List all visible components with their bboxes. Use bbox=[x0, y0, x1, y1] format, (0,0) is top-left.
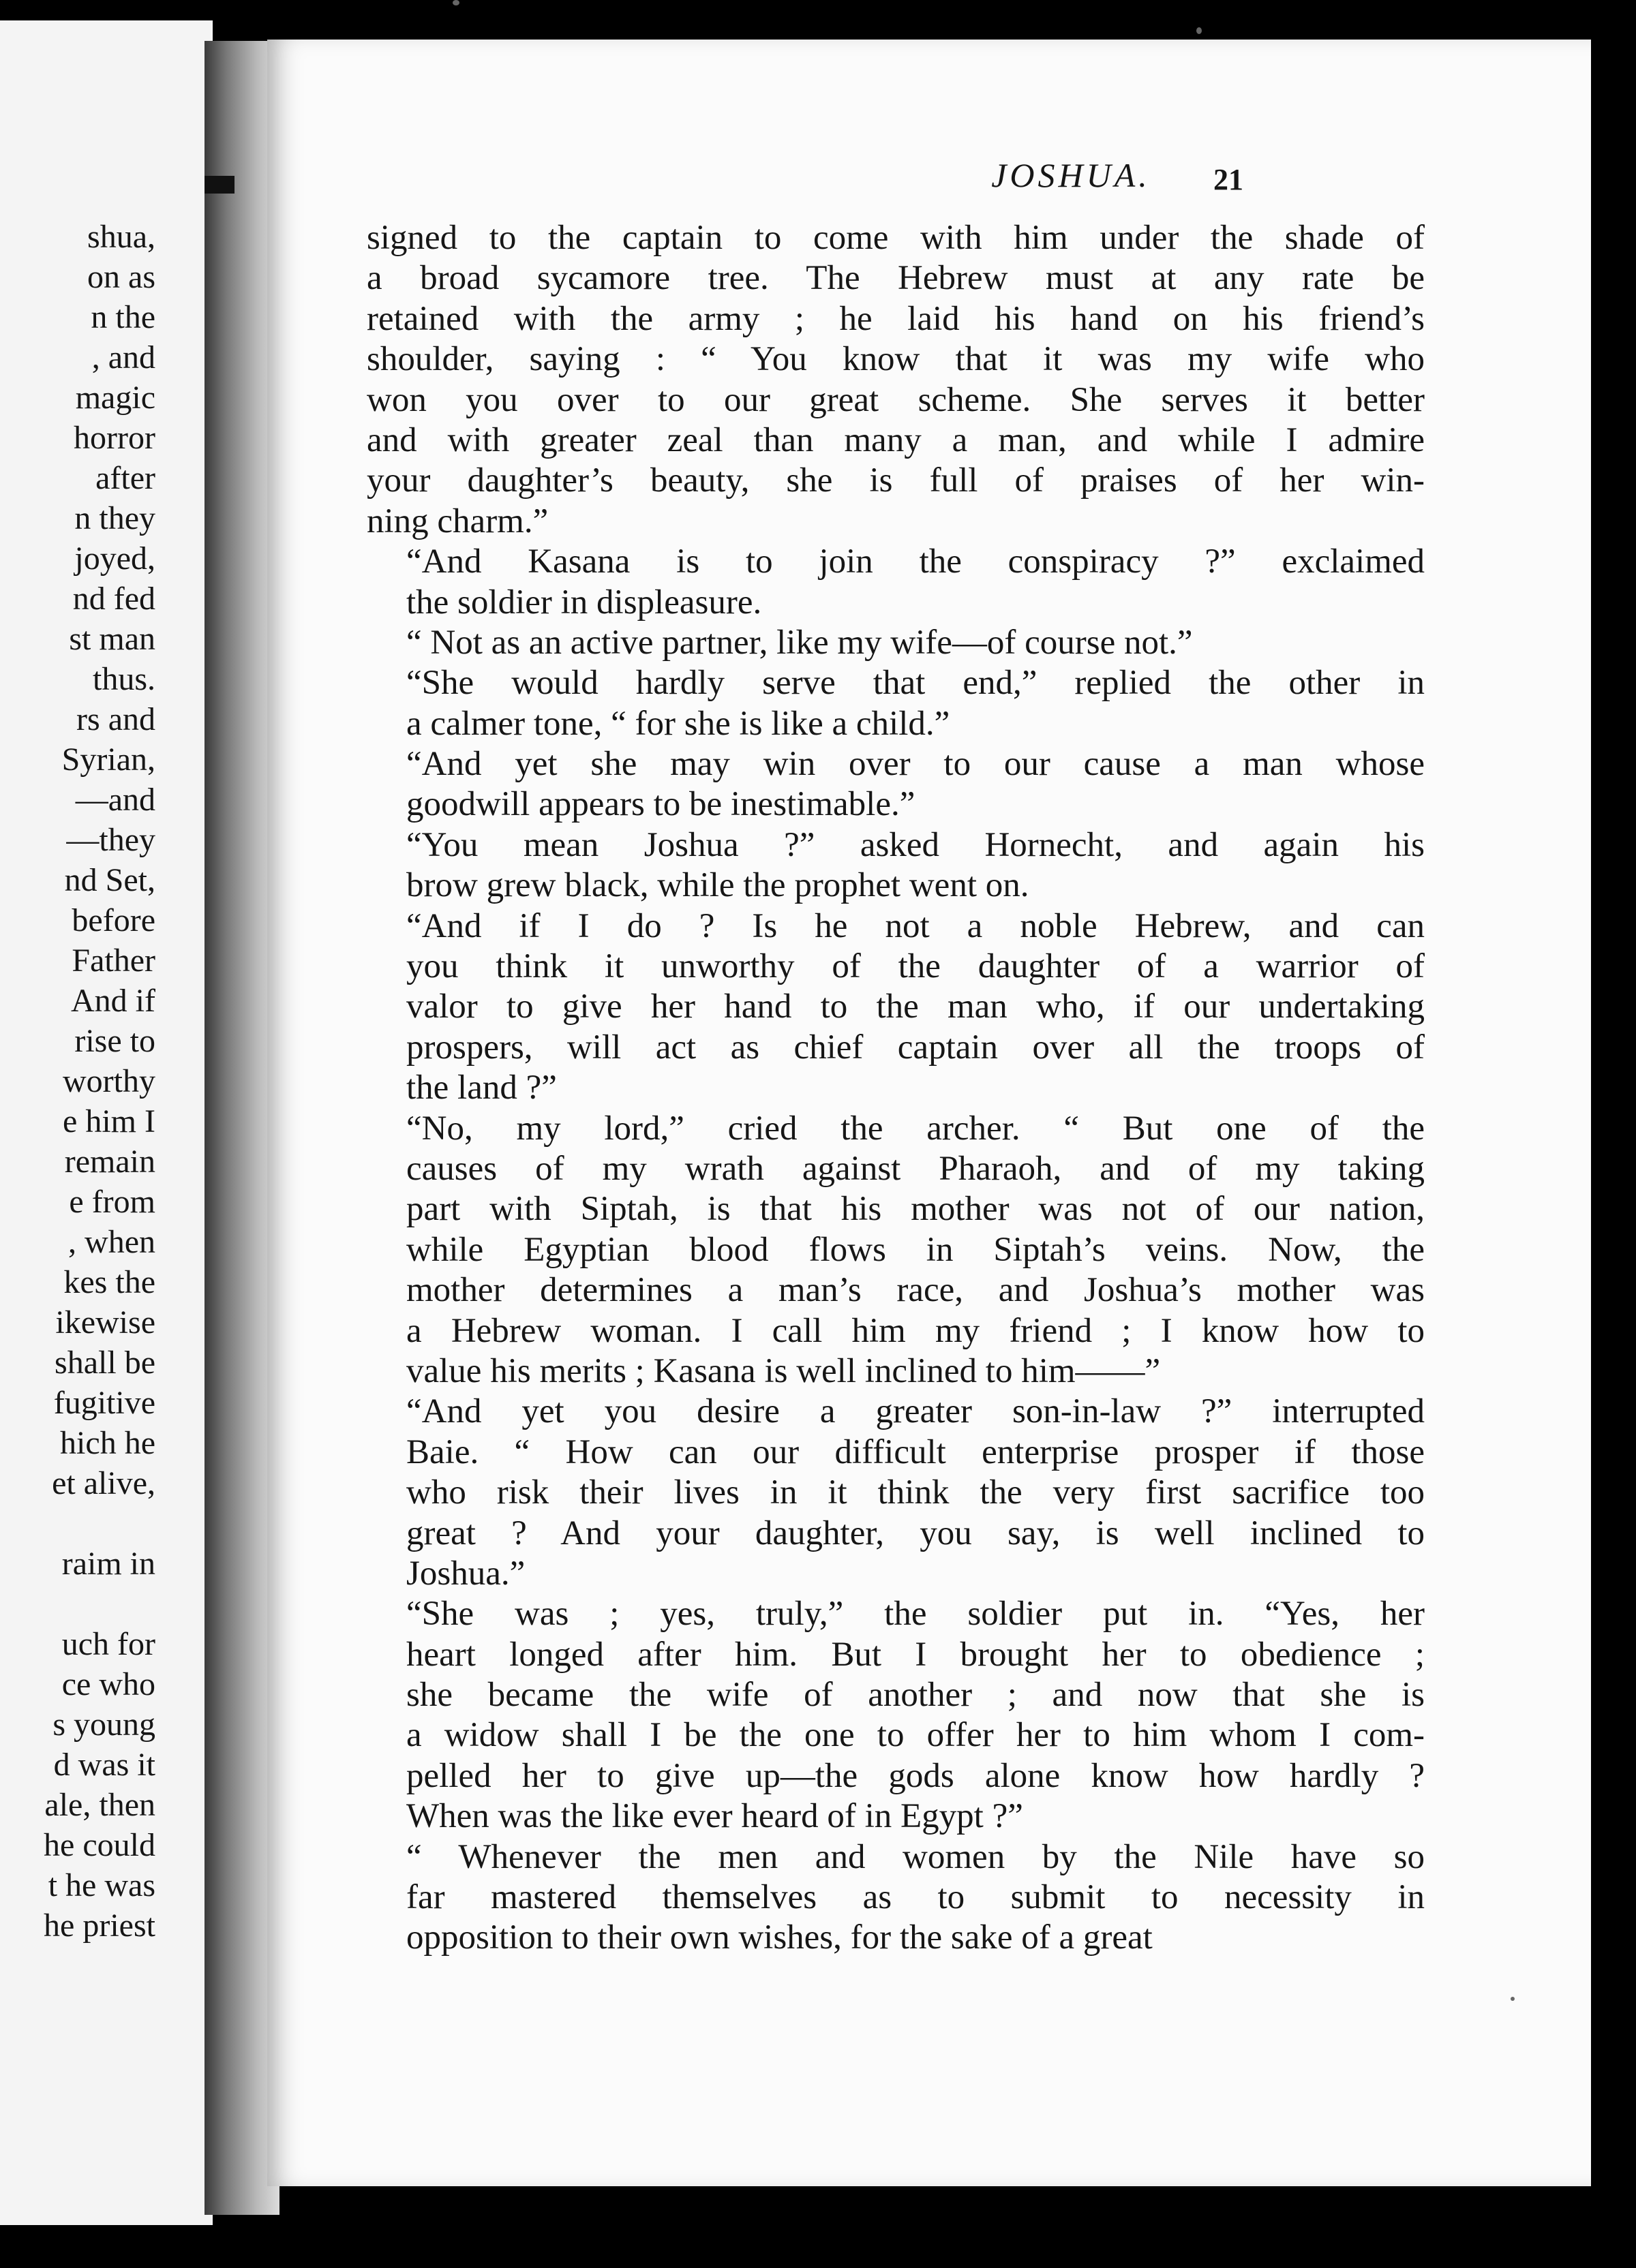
left-page-fragment: raim in bbox=[61, 1546, 155, 1582]
text-line: a Hebrew woman. I call him my friend ; I know how to bbox=[406, 1311, 1425, 1350]
left-page-fragment: horror bbox=[74, 420, 155, 456]
text-line: the soldier in displeasure. bbox=[406, 583, 762, 622]
left-page-fragment: hich he bbox=[60, 1425, 155, 1461]
paragraph bbox=[367, 1109, 1425, 1392]
left-page-fragment: he could bbox=[44, 1827, 155, 1863]
text-line: your daughter’s beauty, she is full of praises of her win- bbox=[367, 461, 1425, 500]
left-page-fragment: n the bbox=[91, 299, 155, 335]
text-line: value his merits ; Kasana is well inclined to him——” bbox=[406, 1351, 1161, 1390]
text-line: a broad sycamore tree. The Hebrew must at any rate be bbox=[367, 259, 1425, 298]
text-line: opposition to their own wishes, for the sake of a great bbox=[406, 1918, 1153, 1957]
page-number: 21 bbox=[1213, 163, 1243, 196]
binding-mark bbox=[204, 176, 234, 194]
right-page bbox=[267, 40, 1591, 2186]
paragraph bbox=[367, 218, 1425, 542]
left-page-fragment: remain bbox=[64, 1144, 155, 1180]
left-page-fragment: n they bbox=[74, 500, 155, 536]
scan-speck bbox=[1196, 27, 1202, 34]
text-line: causes of my wrath against Pharaoh, and of my taking bbox=[406, 1149, 1425, 1188]
text-line: she became the wife of another ; and now that she is bbox=[406, 1676, 1425, 1715]
text-line: “No, my lord,” cried the archer. “ But one of the bbox=[406, 1109, 1425, 1148]
left-page-fragment: nd fed bbox=[72, 581, 155, 617]
left-page-fragment: nd Set, bbox=[64, 862, 155, 898]
left-page-fragment: e from bbox=[69, 1184, 155, 1220]
text-line: who risk their lives in it think the very first sacrifice too bbox=[406, 1473, 1425, 1512]
text-line: won you over to our great scheme. She serves it better bbox=[367, 380, 1425, 419]
text-line: pelled her to give up—the gods alone know how hardly ? bbox=[406, 1756, 1425, 1795]
text-line: heart longed after him. But I brought her to obedience ; bbox=[406, 1635, 1425, 1674]
paragraph bbox=[367, 906, 1425, 1109]
left-page-fragment: —they bbox=[66, 822, 155, 858]
left-page-fragment: ale, then bbox=[44, 1787, 155, 1823]
left-page-fragment: ikewise bbox=[55, 1304, 155, 1340]
text-line: “And yet you desire a greater son-in-law ?” interrupted bbox=[406, 1392, 1425, 1431]
left-page-fragment: he priest bbox=[44, 1907, 155, 1944]
text-line: retained with the army ; he laid his hand on his friend’s bbox=[367, 299, 1425, 338]
text-line: “You mean Joshua ?” asked Hornecht, and again his bbox=[406, 825, 1425, 864]
left-page-fragment: , when bbox=[68, 1224, 155, 1260]
paragraph bbox=[367, 623, 1425, 663]
text-line: goodwill appears to be inestimable.” bbox=[406, 785, 915, 824]
left-page-fragment bbox=[44, 1503, 155, 1544]
left-page-fragment: Syrian, bbox=[61, 741, 155, 778]
left-page-fragment: uch for bbox=[61, 1626, 155, 1662]
scan-speck bbox=[1511, 1997, 1515, 2001]
text-line: Baie. “ How can our difficult enterprise prosper if those bbox=[406, 1432, 1425, 1471]
text-line: a calmer tone, “ for she is like a child.” bbox=[406, 704, 950, 743]
text-line: “She was ; yes, truly,” the soldier put in. “Yes, her bbox=[406, 1595, 1425, 1634]
left-page-fragment: joyed, bbox=[74, 540, 155, 577]
left-page-fragment: magic bbox=[75, 380, 155, 416]
text-line: ning charm.” bbox=[367, 502, 549, 540]
left-page-fragment bbox=[44, 1584, 155, 1624]
text-line: great ? And your daughter, you say, is well inclined to bbox=[406, 1514, 1425, 1552]
left-page-fragment: ce who bbox=[61, 1666, 155, 1702]
left-page-fragment: shall be bbox=[55, 1345, 155, 1381]
text-line: part with Siptah, is that his mother was not of our nation, bbox=[406, 1190, 1425, 1229]
text-line: “ Whenever the men and women by the Nile have so bbox=[406, 1837, 1425, 1876]
left-page-fragment: st man bbox=[69, 621, 155, 657]
text-line: shoulder, saying : “ You know that it was my wife who bbox=[367, 340, 1425, 379]
text-line: the land ?” bbox=[406, 1069, 557, 1107]
paragraph bbox=[367, 1392, 1425, 1594]
left-page-fragment: shua, bbox=[87, 219, 155, 255]
left-page-fragment: t he was bbox=[48, 1867, 155, 1903]
text-line: mother determines a man’s race, and Joshua’s mother was bbox=[406, 1271, 1425, 1310]
text-line: far mastered themselves as to submit to necessity in bbox=[406, 1878, 1425, 1917]
left-page-fragment: d was it bbox=[53, 1747, 155, 1783]
text-line: “And if I do ? Is he not a noble Hebrew, and can bbox=[406, 906, 1425, 945]
scan-speck bbox=[453, 0, 459, 5]
paragraph bbox=[367, 1837, 1425, 1959]
text-line: signed to the captain to come with him under the shade of bbox=[367, 219, 1425, 257]
text-line: brow grew black, while the prophet went on. bbox=[406, 866, 1029, 905]
left-page-fragment: , and bbox=[91, 339, 155, 376]
left-page-fragment: s young bbox=[52, 1706, 155, 1743]
text-line: valor to give her hand to the man who, if our undertaking bbox=[406, 987, 1425, 1026]
text-line: prospers, will act as chief captain over all the troops of bbox=[406, 1028, 1425, 1067]
text-line: Joshua.” bbox=[406, 1554, 526, 1593]
left-page-fragment: on as bbox=[87, 259, 155, 295]
text-line: a widow shall I be the one to offer her to him whom I com- bbox=[406, 1716, 1425, 1755]
left-page-fragment: Father bbox=[72, 943, 155, 979]
left-page-fragment: —and bbox=[75, 782, 155, 818]
left-page-fragment: And if bbox=[71, 983, 155, 1019]
text-line: When was the like ever heard of in Egypt ?” bbox=[406, 1797, 1023, 1836]
text-line: while Egyptian blood flows in Siptah’s veins. Now, the bbox=[406, 1230, 1425, 1269]
paragraph bbox=[367, 663, 1425, 744]
text-line: “She would hardly serve that end,” replied the other in bbox=[406, 664, 1425, 703]
left-page-fragment: thus. bbox=[92, 661, 155, 697]
left-page-fragment: after bbox=[95, 460, 155, 496]
running-head: JOSHUA. bbox=[991, 156, 1151, 194]
paragraph bbox=[367, 542, 1425, 623]
left-page-fragment: kes the bbox=[63, 1264, 155, 1300]
left-page-fragment: rs and bbox=[76, 701, 155, 737]
left-page-fragment: worthy bbox=[63, 1063, 155, 1099]
left-page-fragment: et alive, bbox=[52, 1465, 155, 1501]
text-line: “ Not as an active partner, like my wife—of course not.” bbox=[406, 623, 1193, 662]
left-page-edge bbox=[0, 20, 213, 2225]
paragraph bbox=[367, 1594, 1425, 1837]
left-page-fragment: e him I bbox=[63, 1103, 155, 1139]
left-page-fragment: before bbox=[72, 902, 155, 938]
paragraph bbox=[367, 825, 1425, 906]
text-line: “And Kasana is to join the conspiracy ?” exclaimed bbox=[406, 542, 1425, 581]
text-line: you think it unworthy of the daughter of a warrior of bbox=[406, 947, 1425, 986]
left-page-text-fragments bbox=[44, 217, 155, 1946]
left-page-fragment: rise to bbox=[74, 1023, 155, 1059]
text-line: “And yet she may win over to our cause a man whose bbox=[406, 745, 1425, 784]
body-text bbox=[367, 218, 1425, 1959]
text-line: and with greater zeal than many a man, and while I admire bbox=[367, 420, 1425, 459]
left-page-fragment: fugitive bbox=[53, 1385, 155, 1421]
paragraph bbox=[367, 744, 1425, 825]
